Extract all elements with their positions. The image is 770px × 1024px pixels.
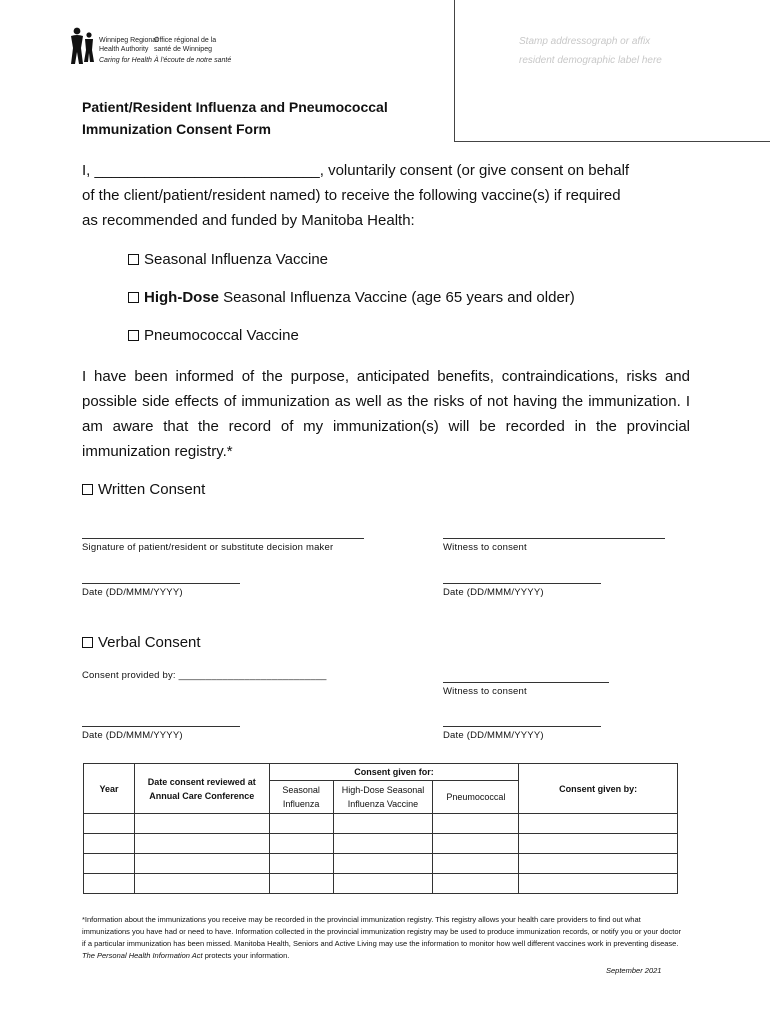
witness-date-line[interactable] [443,583,601,584]
option-label: Pneumococcal Vaccine [144,327,299,344]
informed-paragraph: I have been informed of the purpose, anticipated benefits, contraindications, risks and possible side effects of immunization as well as the risks of not having the immunization. I am aware that the record of my immunization(s) will be recorded in the provincial immunization registry.* [82,368,690,460]
table-cell[interactable] [84,874,135,894]
verbal-witness-date-label: Date (DD/MMM/YYYY) [443,730,544,741]
option-label: Seasonal Influenza Vaccine (age 65 years and older) [219,289,575,306]
verbal-consent-option[interactable] [82,634,201,651]
checkbox-icon[interactable] [128,292,139,303]
annual-consent-table [83,763,678,894]
logo-text-fr-1: Office régional de la [154,37,217,44]
table-cell[interactable] [519,814,678,834]
table-cell[interactable] [269,814,333,834]
form-title [82,96,388,140]
date-line[interactable] [82,583,240,584]
signature-line[interactable] [82,538,364,539]
form-title-line1: Patient/Resident Influenza and Pneumococcal [82,99,388,115]
option-high-dose-influenza[interactable] [128,289,575,306]
addressograph-stamp-area [454,0,770,142]
option-label: Seasonal Influenza Vaccine [144,251,329,268]
table-row [84,854,678,874]
consent-given-for-header: Consent given for: [269,764,519,781]
col-consent-given-by-header: Consent given by: [519,764,678,814]
verbal-witness-date-line[interactable] [443,726,601,727]
verbal-date-label: Date (DD/MMM/YYYY) [82,730,183,741]
table-cell[interactable] [433,874,519,894]
consent-line-1: I, ___________________________, voluntarily consent (or give consent on behalf [82,162,630,179]
table-cell[interactable] [519,834,678,854]
verbal-witness-line[interactable] [443,682,609,683]
table-cell[interactable] [84,814,135,834]
table-cell[interactable] [433,834,519,854]
option-seasonal-influenza[interactable] [128,251,328,268]
witness-date-label: Date (DD/MMM/YYYY) [443,587,544,598]
checkbox-icon[interactable] [128,254,139,265]
written-consent-heading: Written Consent [98,481,206,498]
table-cell[interactable] [433,854,519,874]
logo-text-fr-2: santé de Winnipeg [154,46,212,53]
date-label: Date (DD/MMM/YYYY) [82,587,183,598]
col-year-header: Year [84,764,135,814]
table-cell[interactable] [333,814,433,834]
option-pneumococcal[interactable] [128,327,299,344]
table-cell[interactable] [333,834,433,854]
logo-text-fr-3: À l'écoute de notre santé [154,57,232,64]
logo-text-en-3: Caring for Health [99,57,152,64]
stamp-instruction-line2: resident demographic label here [519,55,662,66]
table-cell[interactable] [519,874,678,894]
consent-statement [82,158,690,233]
verbal-consent-heading: Verbal Consent [98,634,201,651]
footnote-text: *Information about the immunizations you receive may be recorded in the provincial immunization registry. This registry allows your health care providers to find out what immunizations you have had or need to have. Information collected in the provincial immunization registry may be used to produce immunization records, or notify you or your doctor if a particular immunization has been missed. Manitoba Health, Seniors and Active Living may use the information to monitor how well different vaccines work in preventing disease. [82,915,682,948]
col-pneumococcal-header: Pneumococcal [433,781,519,814]
consent-provided-by[interactable]: Consent provided by: ___________________________ [82,670,327,681]
table-cell[interactable] [134,874,269,894]
table-cell[interactable] [134,814,269,834]
table-row [84,834,678,854]
witness-label: Witness to consent [443,542,527,553]
table-cell[interactable] [134,854,269,874]
written-consent-option[interactable] [82,481,205,498]
footnote-act-name: The Personal Health Information Act [82,951,203,960]
col-date-reviewed-header: Date consent reviewed at Annual Care Conference [134,764,269,814]
table-cell[interactable] [333,854,433,874]
signature-label: Signature of patient/resident or substitute decision maker [82,542,334,553]
witness-signature-line[interactable] [443,538,665,539]
checkbox-icon[interactable] [82,637,93,648]
col-high-dose-header: High-Dose Seasonal Influenza Vaccine [333,781,433,814]
logo-text-en-2: Health Authority [99,46,149,53]
stamp-instruction-line1: Stamp addressograph or affix [519,36,651,47]
form-title-line2: Immunization Consent Form [82,121,271,137]
revision-date: September 2021 [606,966,662,975]
logo-text-en-1: Winnipeg Regional [99,37,158,44]
table-cell[interactable] [269,834,333,854]
table-cell[interactable] [269,854,333,874]
table-cell[interactable] [84,854,135,874]
table-cell[interactable] [519,854,678,874]
option-bold-label: High-Dose [144,289,219,306]
consent-line-3: as recommended and funded by Manitoba Health: [82,212,415,229]
table-cell[interactable] [433,814,519,834]
checkbox-icon[interactable] [128,330,139,341]
wrha-logo [68,26,248,70]
verbal-witness-label: Witness to consent [443,686,527,697]
consent-line-2: of the client/patient/resident named) to receive the following vaccine(s) if required [82,187,621,204]
table-cell[interactable] [84,834,135,854]
verbal-date-line[interactable] [82,726,240,727]
table-row [84,874,678,894]
footnote-text-end: protects your information. [202,951,290,960]
table-cell[interactable] [333,874,433,894]
col-seasonal-header: Seasonal Influenza [269,781,333,814]
table-row [84,814,678,834]
table-cell[interactable] [134,834,269,854]
privacy-footnote [82,914,686,962]
wrha-logo-mark-icon [68,26,96,66]
checkbox-icon[interactable] [82,484,93,495]
table-cell[interactable] [269,874,333,894]
